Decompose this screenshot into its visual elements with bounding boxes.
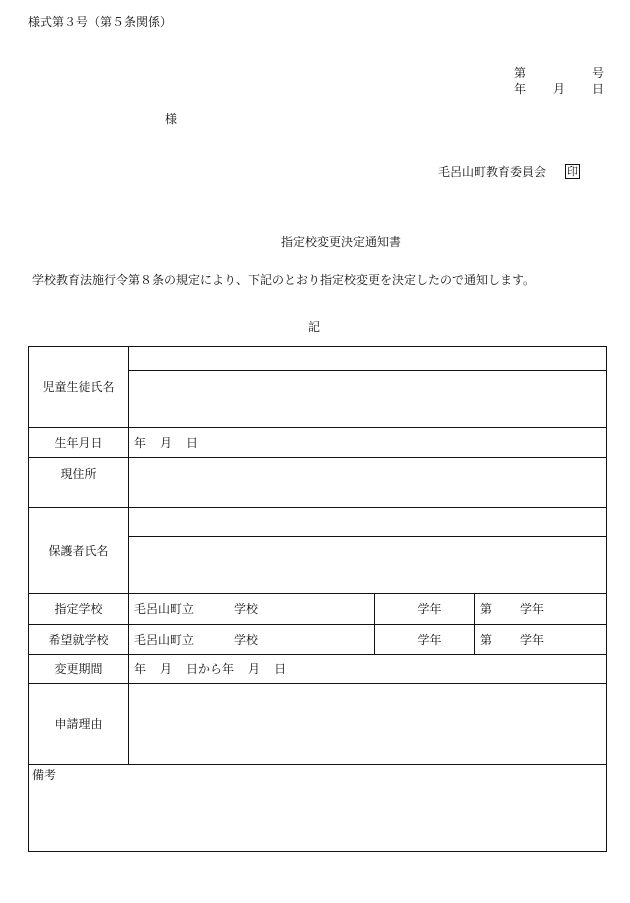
desired-grade-suffix: 学年 [417,632,442,647]
ki-heading: 記 [308,320,321,334]
student-name-kana-field[interactable] [129,347,607,371]
desired-grade-number-field[interactable] [475,625,607,655]
birthdate-label: 生年月日 [29,428,129,458]
issuer-name: 毛呂山町教育委員会 [438,165,547,179]
document-title: 指定校変更決定通知書 [281,235,402,249]
period-day2: 日 [274,662,287,676]
designated-school-label: 指定学校 [29,594,129,625]
desired-town-prefix: 毛呂山町立 [134,632,195,647]
designated-grade-prefix: 第 [480,602,493,616]
desired-grade-label: 学年 [520,632,545,647]
designated-grade-number-field[interactable] [475,594,607,625]
date-month: 月 [553,82,566,96]
reason-label: 申請理由 [29,684,129,765]
designated-grade-field[interactable] [375,594,475,625]
change-period-label: 変更期間 [29,655,129,684]
birthdate-month: 月 [160,435,173,450]
designated-grade-suffix: 学年 [417,602,442,616]
desired-grade-prefix: 第 [480,632,493,647]
remarks-field[interactable] [29,765,607,852]
birthdate-year: 年 [134,435,147,450]
period-month2: 月 [248,662,261,676]
guardian-name-kana-field[interactable] [129,508,607,537]
address-field[interactable] [129,458,607,508]
seal-mark: 印 [567,165,578,178]
desired-school-suffix: 学校 [234,632,259,647]
period-year: 年 [134,662,147,676]
designated-town-prefix: 毛呂山町立 [134,602,195,616]
addressee-suffix: 様 [165,112,178,126]
birthdate-day: 日 [186,435,199,450]
desired-school-label: 希望就学校 [29,625,129,655]
student-name-field[interactable] [129,371,607,428]
student-name-label: 児童生徒氏名 [29,347,129,428]
form-number: 様式第３号（第５条関係） [28,15,173,29]
doc-no-prefix: 第 [514,66,527,80]
designated-school-suffix: 学校 [234,602,259,616]
period-day-from: 日から年 [186,662,235,676]
doc-no-suffix: 号 [592,66,605,80]
date-day: 日 [592,82,605,96]
reason-field[interactable] [129,684,607,765]
date-year: 年 [514,82,527,96]
designated-grade-label: 学年 [520,602,545,616]
designated-school-field[interactable] [129,594,375,625]
birthdate-field[interactable] [129,428,607,458]
desired-school-field[interactable] [129,625,375,655]
desired-grade-field[interactable] [375,625,475,655]
form-table [28,346,607,852]
remarks-label: 備考 [32,768,57,782]
address-label: 現住所 [29,458,129,508]
change-period-field[interactable] [129,655,607,684]
body-text: 学校教育法施行令第８条の規定により、下記のとおり指定校変更を決定したので通知します。 [32,273,536,287]
period-month: 月 [160,662,173,676]
guardian-name-field[interactable] [129,537,607,594]
guardian-name-label: 保護者氏名 [29,508,129,594]
